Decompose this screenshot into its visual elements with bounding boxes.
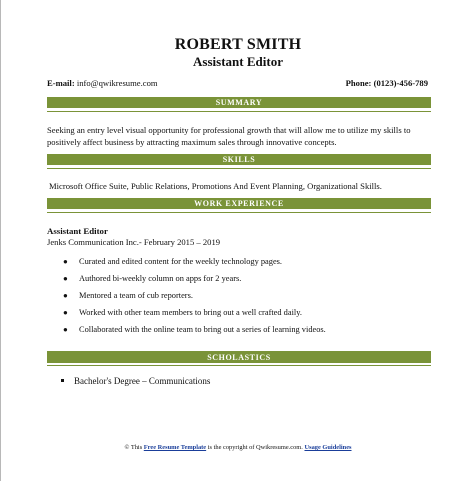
work-experience-heading: WORK EXPERIENCE — [47, 198, 431, 209]
phone-label: Phone: — [345, 78, 372, 88]
footer-prefix: © This — [124, 444, 144, 451]
copyright-footer — [1, 444, 474, 451]
email-label: E-mail: — [47, 78, 75, 88]
summary-heading: SUMMARY — [47, 97, 431, 108]
square-bullet-icon — [61, 379, 64, 382]
list-item — [63, 325, 326, 342]
scholastics-heading: SCHOLASTICS — [47, 352, 431, 363]
free-resume-template-link[interactable]: Free Resume Template — [143, 444, 207, 451]
job-company-dates: Jenks Communication Inc.- February 2015 – 2019 — [47, 237, 221, 247]
phone-contact — [346, 78, 428, 88]
bullet-icon: ● — [63, 308, 68, 317]
bullet-icon: ● — [63, 291, 68, 300]
degree-item — [61, 376, 210, 386]
email-contact — [47, 78, 158, 88]
bullet-icon: ● — [63, 325, 68, 334]
skills-heading: SKILLS — [47, 154, 431, 165]
footer-middle: is the copyright of Qwikresume.com. — [206, 444, 305, 451]
list-item — [63, 291, 326, 308]
email-value[interactable]: info@qwikresume.com — [76, 78, 158, 88]
summary-divider — [47, 111, 431, 112]
candidate-name: ROBERT SMITH — [174, 36, 302, 53]
duty-text: Mentored a team of cub reporters. — [79, 291, 193, 300]
duty-text: Collaborated with the online team to bring out a series of learning videos. — [79, 325, 326, 334]
duty-text: Worked with other team members to bring out a well crafted daily. — [79, 308, 302, 317]
candidate-role: Assistant Editor — [193, 54, 283, 69]
summary-text: Seeking an entry level visual opportunity for professional growth that will allow me to utilize my skills to positively affect business by attracting maximum sales through innovative concepts. — [47, 125, 411, 147]
job-duties-list — [63, 257, 326, 342]
job-title: Assistant Editor — [47, 226, 108, 236]
work-experience-divider — [47, 212, 431, 213]
skills-divider — [47, 168, 431, 169]
list-item — [63, 257, 326, 274]
usage-guidelines-link[interactable]: Usage Guidelines — [304, 444, 352, 451]
bullet-icon: ● — [63, 257, 68, 266]
bullet-icon: ● — [63, 274, 68, 283]
phone-value: (0123)-456-789 — [373, 78, 428, 88]
degree-text: Bachelor's Degree – Communications — [74, 376, 211, 386]
skills-text: Microsoft Office Suite, Public Relations, Promotions And Event Planning, Organizational Skills. — [49, 181, 382, 191]
duty-text: Curated and edited content for the weekly technology pages. — [79, 257, 283, 266]
list-item — [63, 308, 326, 325]
duty-text: Authored bi-weekly column on apps for 2 years. — [79, 274, 242, 283]
scholastics-divider — [47, 365, 431, 366]
list-item — [63, 274, 326, 291]
